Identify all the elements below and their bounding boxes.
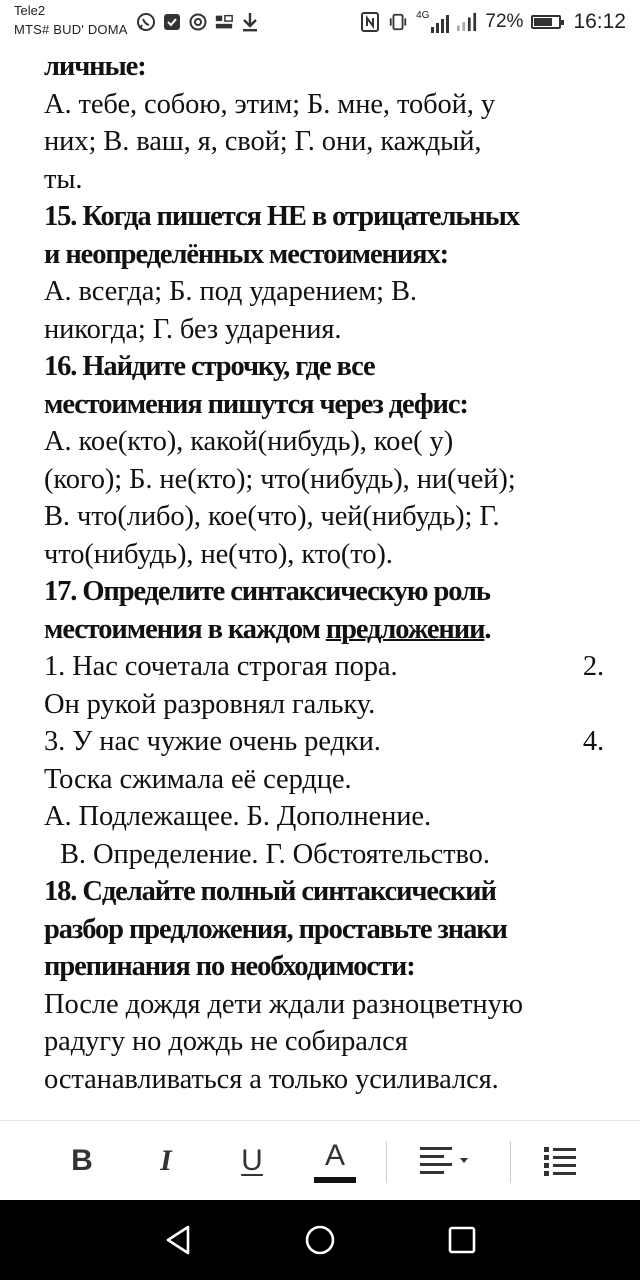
answer-line: них; В. ваш, я, свой; Г. они, каждый, [44,126,482,157]
answer-line: После дождя дети ждали разноцветную [44,988,523,1020]
align-dropdown-button[interactable] [416,1135,480,1187]
carrier-secondary: MTS# BUD' DOMA [14,22,128,37]
question-line: 16. Найдите строчку, где все [44,351,375,382]
document-body[interactable] [44,48,604,1098]
line-left-text: 3. У нас чужие очень редки. [44,726,381,757]
carrier-primary: Tele2 [14,3,46,18]
clipped-previous-line [0,38,640,44]
question-line: 17. Определите синтаксическую роль [44,576,490,607]
line-segment: . [484,613,491,645]
system-indicators [360,8,626,36]
4g-signal-icon [416,11,449,33]
recents-button[interactable] [442,1220,482,1260]
signal-icon [457,12,477,32]
back-triangle-icon [163,1224,193,1256]
question-line: 18. Сделайте полный синтаксический [44,876,496,907]
answer-line [44,723,604,761]
text-color-label: A [324,1139,345,1172]
clock: 16:12 [573,10,626,33]
answer-line: В. Определение. Г. Обстоятельство. [60,838,490,870]
text-color-swatch [314,1177,356,1183]
question-line: разбор предложения, проставьте знаки [44,913,507,945]
answer-line: А. всегда; Б. под ударением; В. [44,276,417,307]
answer-line: В. что(либо), кое(что), чей(нибудь); Г. [44,501,500,532]
italic-button[interactable]: I [160,1144,172,1177]
home-button[interactable] [300,1220,340,1260]
answer-line: (кого); Б. не(кто); что(нибудь), ни(чей); [44,463,516,495]
accessibility-icon [214,12,234,32]
back-button[interactable] [158,1220,198,1260]
recents-square-icon [447,1225,477,1255]
answer-line: А. Подлежащее. Б. Дополнение. [44,801,431,832]
bulleted-list-button[interactable] [538,1135,582,1187]
network-label: 4G [416,10,430,21]
line-segment: местоимения в каждом [44,613,326,645]
answer-line: никогда; Г. без ударения. [44,313,342,345]
answer-line [44,648,604,686]
question-line [44,611,604,649]
answer-line: Он рукой разровнял гальку. [44,688,376,720]
battery-percent: 72% [485,11,524,32]
answer-line: А. кое(кто), какой(нибудь), кое( у) [44,426,454,457]
question-line: личные: [44,51,146,82]
answer-line: что(нибудь), не(что), кто(то). [44,538,393,570]
at-icon [188,12,208,32]
toolbar-divider [510,1141,511,1183]
question-line: местоимения пишутся через дефис: [44,388,468,420]
question-line: 15. Когда пишется НЕ в отрицательных [44,201,519,232]
bulleted-list-icon [540,1141,580,1181]
align-left-icon [416,1141,480,1181]
whatsapp-icon [136,12,156,32]
answer-line: радугу но дождь не собирался [44,1026,408,1057]
vibrate-icon [388,12,408,32]
line-right-text: 4. [582,726,604,757]
answer-line: ты. [44,163,83,195]
home-circle-icon [304,1224,336,1256]
question-line: и неопределённых местоимениях: [44,238,449,270]
answer-line: останавливаться а только усиливался. [44,1063,499,1095]
battery-fill [534,18,551,26]
answer-line: Тоска сжимала её сердце. [44,763,352,795]
bold-button[interactable]: B [71,1144,93,1177]
message-icon [162,12,182,32]
text-color-button[interactable] [312,1135,358,1187]
question-line: препинания по необходимости: [44,951,415,982]
line-right-text: 2. [582,651,604,682]
toolbar-divider [386,1141,387,1183]
battery-icon [531,15,561,29]
answer-line: А. тебе, собою, этим; Б. мне, тобой, у [44,88,496,120]
underline-button[interactable]: U [241,1144,263,1177]
line-segment: предложении [325,613,485,645]
line-left-text: 1. Нас сочетала строгая пора. [44,651,398,682]
download-icon [240,12,260,32]
navigation-bar [0,1200,640,1280]
nfc-icon [360,12,380,32]
formatting-toolbar [0,1120,640,1201]
notification-icons [136,10,260,34]
